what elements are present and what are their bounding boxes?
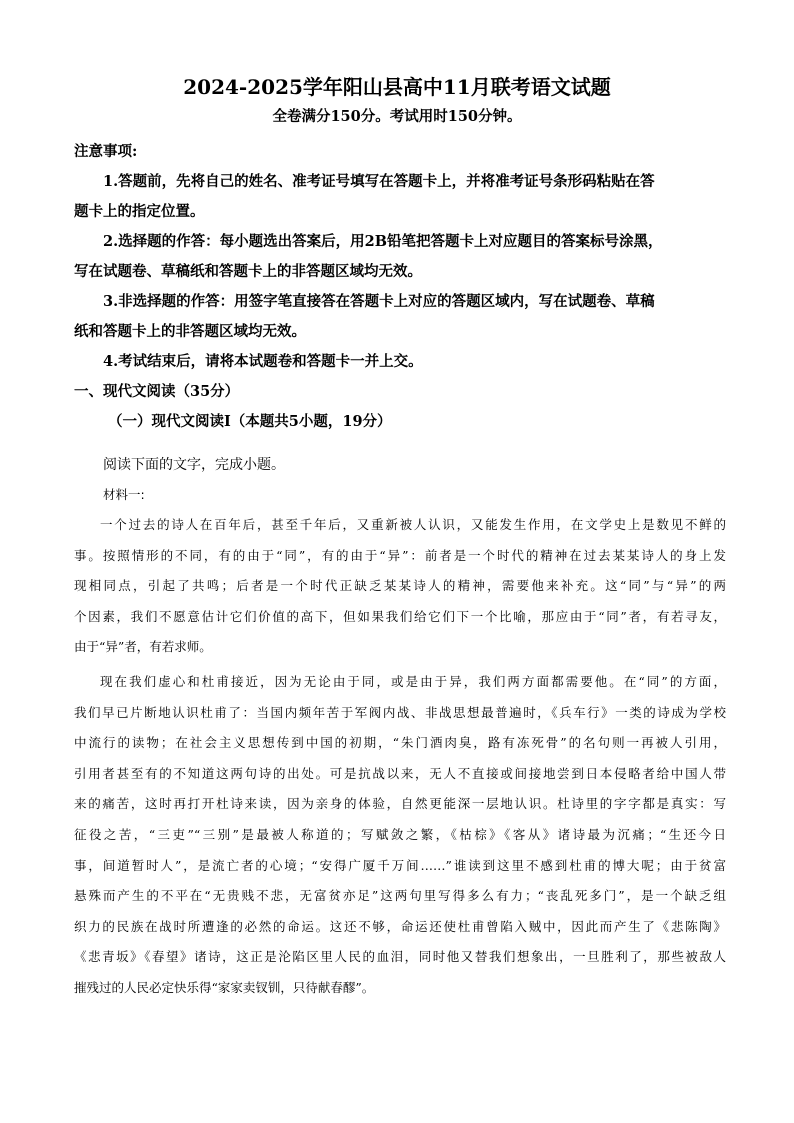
notice-item-1-line-2: 题卡上的指定位置。 [74,203,205,220]
notice-item-2-line-1: 2.选择题的作答：每小题选出答案后，用2B铅笔把答题卡上对应题目的答案标号涂黑， [103,233,663,250]
paragraph-line: 《悲青坂》《春望》诸诗，这正是沦陷区里人民的血泪，同时他又替我们想象出，一旦胜利了，那些被敌人 [74,949,726,965]
notice-block [74,137,724,437]
section-heading: 一、现代文阅读（35分） [74,383,240,400]
notice-item-4-line-1: 4.考试结束后，请将本试题卷和答题卡一并上交。 [103,353,423,370]
paragraph-line: 征役之苦，“三吏”“三别”是最被人称道的；写赋敛之繁，《枯棕》《客从》诸诗最为沉痛；“生还今日 [74,826,726,842]
paragraph-line: 悬殊而产生的不平在“无贵贱不悲，无富贫亦足”这两句里写得多么有力；“丧乱死多门”，是一个缺乏组 [74,888,726,904]
page-title: 2024-2025学年阳山县高中11月联考语文试题 [183,75,611,99]
material-paragraph-1 [74,510,726,663]
paragraph-line: 现相同点，引起了共鸣；后者是一个时代正缺乏某某诗人的精神，需要他来补充。这“同”与“异”的两 [74,578,726,594]
material-label: 材料一: [103,487,145,502]
paragraph-line: 摧残过的人民必定快乐得“家家卖钗钏，只待献春醪”。 [74,979,375,995]
paragraph-line: 中流行的读物；在社会主义思想传到中国的初期，“朱门酒肉臭，路有冻死骨”的名句则一再被人引用， [74,735,726,751]
paragraph-line: 个因素，我们不愿意估计它们价值的高下，但如果我们给它们下一个比喻，那应由于“同”者，有若寻友， [74,608,726,624]
paragraph-line: 织力的民族在战时所遭逢的必然的命运。这还不够，命运还使杜甫曾陷入贼中，因此而产生了《悲陈陶》 [74,918,726,934]
material-paragraph-2 [74,667,726,1004]
page-subtitle: 全卷满分150分。考试用时150分钟。 [272,108,522,125]
notice-item-3-line-2: 纸和答题卡上的非答题区域均无效。 [74,323,306,340]
paragraph-line: 由于“异”者，有若求师。 [74,639,212,655]
paragraph-line: 事，间道暂时人”，是流亡者的心境；“安得广厦千万间……”谁读到这里不感到杜甫的博大呢；由于贫富 [74,857,726,873]
paragraph-line: 引用者甚至有的不知道这两句诗的出处。可是抗战以来，无人不直接或间接地尝到日本侵略者给中国人带 [74,765,726,781]
paragraph-line: 事。按照情形的不同，有的由于“同”，有的由于“异”：前者是一个时代的精神在过去某某诗人的身上发 [74,547,726,563]
notice-item-2-line-2: 写在试题卷、草稿纸和答题卡上的非答题区域均无效。 [74,263,422,280]
paragraph-line: 我们早已片断地认识杜甫了：当国内频年苦于军阀内战、非战思想最普遍时，《兵车行》一类的诗成为学校 [74,704,726,720]
reading-instruction: 阅读下面的文字，完成小题。 [103,457,285,473]
notice-heading: 注意事项: [74,143,138,160]
instruction-block [74,450,724,510]
paragraph-line: 一个过去的诗人在百年后，甚至千年后，又重新被人认识，又能发生作用，在文学史上是数见不鲜的 [100,517,726,532]
notice-item-1-line-1: 1.答题前，先将自己的姓名、准考证号填写在答题卡上，并将准考证号条形码粘贴在答 [103,173,655,190]
notice-item-3-line-1: 3.非选择题的作答：用签字笔直接答在答题卡上对应的答题区域内，写在试题卷、草稿 [103,293,655,310]
paragraph-line: 来的痛苦，这时再打开杜诗来读，因为亲身的体验，自然更能深一层地认识。杜诗里的字字都是真实：写 [74,796,726,812]
paragraph-line: 现在我们虚心和杜甫接近，因为无论由于同，或是由于异，我们两方面都需要他。在“同”的方面， [100,674,726,689]
section-subheading: （一）现代文阅读Ⅰ（本题共5小题，19分） [108,413,392,430]
